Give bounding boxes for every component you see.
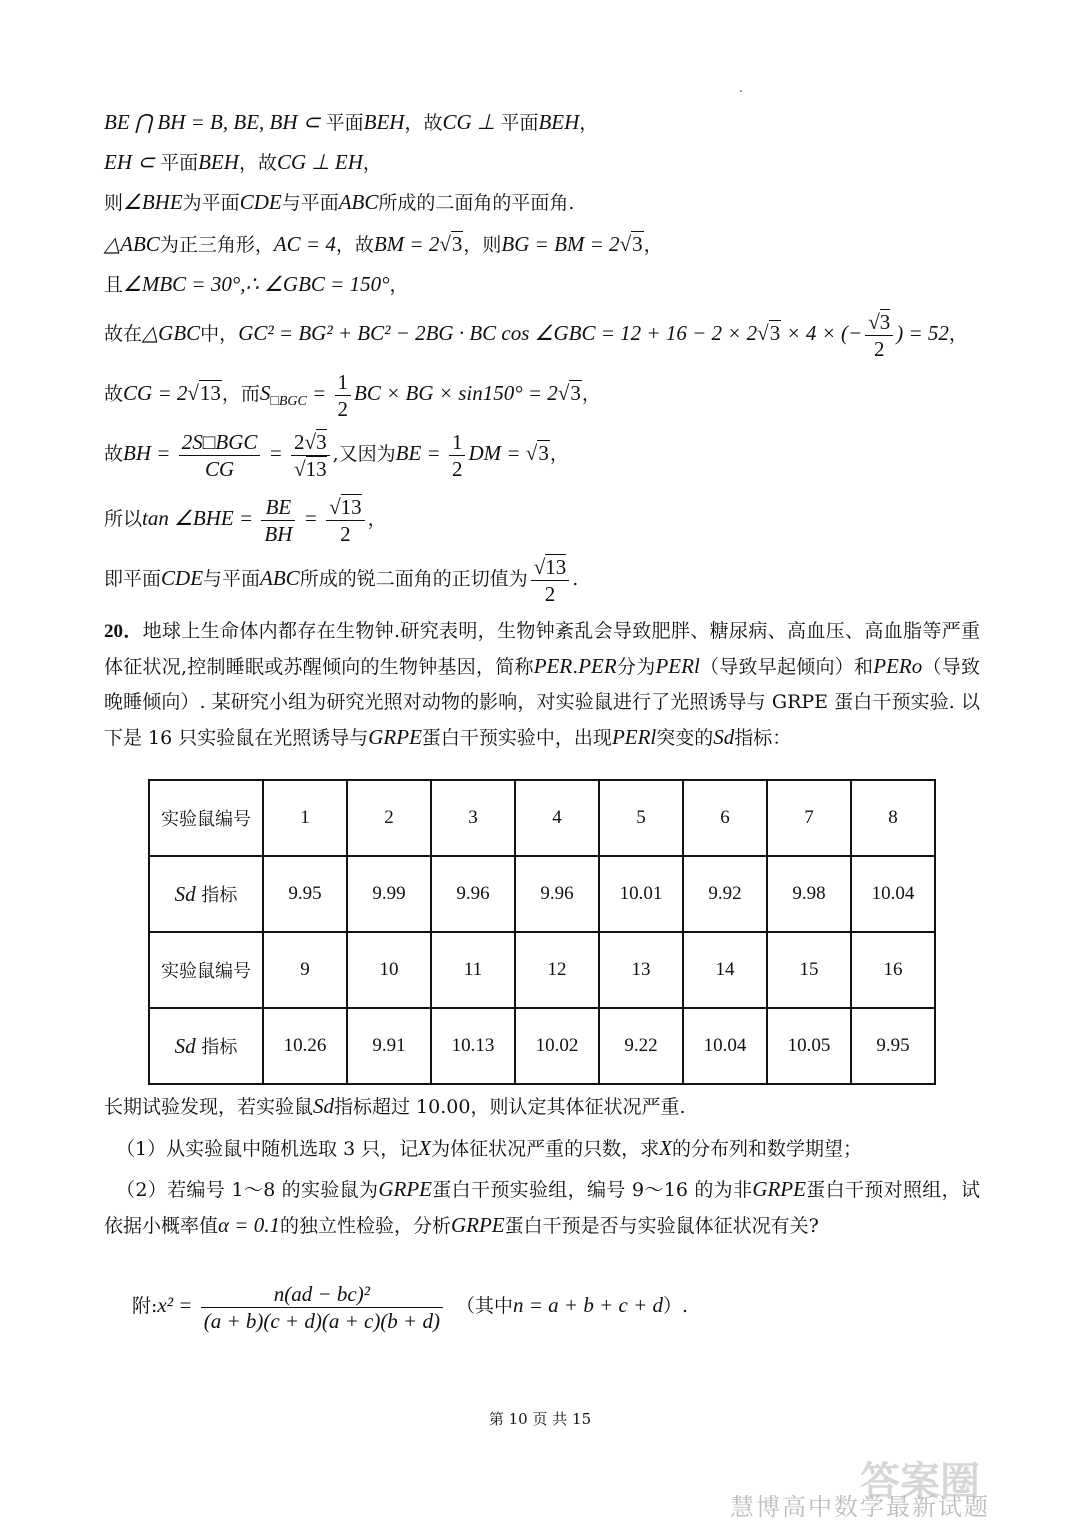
text: 为平面 <box>182 192 240 214</box>
math: DM = <box>468 441 526 465</box>
denominator: 2 <box>340 521 351 546</box>
row-header: 实验鼠编号 <box>149 932 263 1008</box>
text: 突变的 <box>656 727 714 749</box>
radicand: 3 <box>570 381 581 405</box>
math: X <box>418 1136 432 1160</box>
table-cell: 9.96 <box>431 856 515 932</box>
denominator: 2 <box>544 581 556 606</box>
text: ， <box>549 443 569 465</box>
math: CG = 2 <box>123 381 188 405</box>
row-header <box>149 1008 263 1084</box>
table-cell: 1 <box>263 780 347 856</box>
text: 蛋白干预是否与实验鼠体征状况有关? <box>504 1215 819 1237</box>
text: 指标： <box>734 727 792 749</box>
numerator: 1 <box>449 429 466 456</box>
text: （2）若编号 1～8 的实验鼠为 <box>116 1179 379 1201</box>
math: ∠MBC = 30°,∴ ∠GBC = 150° <box>123 272 390 296</box>
math: x² = <box>157 1293 198 1317</box>
math: BEH <box>363 110 405 134</box>
solution-line-10 <box>104 550 578 607</box>
text: 为正三角形， <box>159 234 274 256</box>
problem-number: 20． <box>104 621 143 642</box>
math: BM = 2 <box>373 232 440 256</box>
text: . <box>572 568 579 590</box>
text: 所成的二面角的平面角. <box>378 192 575 214</box>
denominator: 2 <box>873 336 885 361</box>
math: EH ⊂ <box>104 150 161 174</box>
math: PERl <box>655 654 700 678</box>
text: ，故 <box>335 234 374 256</box>
sqrt: √3 <box>757 321 781 345</box>
text: ）. <box>663 1295 689 1317</box>
sqrt: √3 <box>439 232 463 256</box>
text: ，故 <box>238 152 277 174</box>
text: （1）从实验鼠中随机选取 3 只，记 <box>116 1138 419 1160</box>
scan-dot <box>740 90 742 92</box>
numerator: 3 <box>316 429 327 454</box>
coefficient: 2 <box>294 429 305 454</box>
table-cell: 9.91 <box>347 1008 431 1084</box>
math: BE = <box>395 441 446 465</box>
row-header <box>149 856 263 932</box>
text: 则 <box>104 192 124 214</box>
radicand: 3 <box>769 321 781 345</box>
numerator: BE <box>261 494 295 521</box>
math: S <box>259 381 271 405</box>
math: PERl <box>611 725 657 749</box>
text: 附: <box>132 1295 158 1317</box>
math: GRPE <box>752 1177 806 1201</box>
text: ， <box>362 152 382 174</box>
math: ) = 52 <box>896 321 949 345</box>
table-cell: 5 <box>599 780 683 856</box>
problem-20-paragraph <box>104 614 980 756</box>
numerator: n(ad − bc)² <box>201 1281 443 1308</box>
table-cell: 10 <box>347 932 431 1008</box>
denominator: 2 <box>451 456 463 481</box>
page-footer: 第 10 页 共 15 <box>488 1410 592 1428</box>
math: Sd <box>713 725 735 749</box>
text: ，而 <box>221 383 260 405</box>
text: 分为 <box>616 656 656 678</box>
table-cell: 10.02 <box>515 1008 599 1084</box>
text: . <box>572 656 579 678</box>
table-row <box>149 932 935 1008</box>
table-cell: 13 <box>599 932 683 1008</box>
text: 地球上生命体内都存在生物钟.研究表明，生物钟紊乱会导致肥胖、糖尿病、高血压、高血脂等严重体征状况,控制睡眠或苏醒倾向的生物钟基因，简称 <box>104 620 980 678</box>
math: △ABC <box>104 232 160 256</box>
text: ， <box>579 112 599 134</box>
text: 且 <box>104 274 124 296</box>
math: BG = BM = 2 <box>501 232 620 256</box>
table-cell: 2 <box>347 780 431 856</box>
text: ， <box>581 383 601 405</box>
numerator: 13 <box>545 554 567 579</box>
text: 蛋白干预实验组，编号 9～16 的为非 <box>431 1179 753 1201</box>
denominator: 2 <box>337 396 349 421</box>
math: BC × BG × sin150° = 2 <box>354 381 558 405</box>
solution-line-8 <box>104 425 569 482</box>
text: 故 <box>104 443 124 465</box>
math: BEH <box>198 150 239 174</box>
fraction: $\frac{√13}{2}$ <box>326 494 365 547</box>
table-cell: 6 <box>683 780 767 856</box>
text: 平面 <box>160 152 199 174</box>
text: 的分布列和数学期望； <box>671 1138 862 1160</box>
solution-line-6 <box>104 305 968 362</box>
radicand: 3 <box>451 232 463 256</box>
math: AC = 4 <box>273 232 336 256</box>
math: Sd <box>313 1094 335 1118</box>
table-cell: 15 <box>767 932 851 1008</box>
table-cell: 7 <box>767 780 851 856</box>
table-cell: 4 <box>515 780 599 856</box>
math: tan ∠BHE = <box>142 506 259 530</box>
sqrt: √3 <box>525 441 549 465</box>
math: GRPE <box>368 725 422 749</box>
text: 平面 <box>500 112 539 134</box>
math: GRPE <box>378 1177 432 1201</box>
numerator: 3 <box>879 309 891 334</box>
fraction <box>449 429 466 482</box>
radicand: 3 <box>538 441 549 465</box>
solution-line-1 <box>104 108 598 137</box>
table-row <box>149 780 935 856</box>
radicand: 3 <box>632 232 643 256</box>
fraction: $\frac{√3}{2}$ <box>865 309 893 362</box>
math: △GBC <box>142 321 201 345</box>
text: 即平面 <box>104 568 162 590</box>
table-cell: 10.04 <box>683 1008 767 1084</box>
math: GC² = BG² + BC² − 2BG · BC cos ∠GBC = 12 + 16 − 2 × 2 <box>238 321 758 345</box>
math: PER <box>578 654 617 678</box>
fraction <box>261 494 295 547</box>
criterion-line <box>104 1092 686 1121</box>
text: 故在 <box>104 323 143 345</box>
table-cell: 9.95 <box>851 1008 935 1084</box>
text: 指标 <box>195 1037 238 1058</box>
table-cell: 10.01 <box>599 856 683 932</box>
solution-line-5 <box>104 270 409 299</box>
math: = <box>306 381 332 405</box>
numerator: 2S□BGC <box>179 429 261 456</box>
text: 指标超过 10.00，则认定其体征状况严重. <box>334 1096 686 1118</box>
table-cell: 9 <box>263 932 347 1008</box>
table-cell: 16 <box>851 932 935 1008</box>
text: 的独立性检验，分析 <box>279 1215 451 1237</box>
text: 为体征状况严重的只数，求 <box>431 1138 660 1160</box>
sqrt: √3 <box>619 232 643 256</box>
text: 故 <box>104 383 124 405</box>
math: Sd <box>174 882 196 906</box>
math: Sd <box>174 1034 196 1058</box>
math: CG ⊥ EH <box>276 150 363 174</box>
watermark: 慧博高中数学最新试题 <box>730 1493 990 1521</box>
text: 长期试验发现，若实验鼠 <box>104 1096 314 1118</box>
math: BH = <box>123 441 176 465</box>
table-cell: 9.99 <box>347 856 431 932</box>
text: ，则 <box>463 234 502 256</box>
table-cell: 10.04 <box>851 856 935 932</box>
text: 所以 <box>104 508 143 530</box>
math: n = a + b + c + d <box>513 1293 664 1317</box>
text: ， <box>367 508 387 530</box>
table-cell: 9.95 <box>263 856 347 932</box>
solution-line-4 <box>104 230 663 259</box>
math: GRPE <box>450 1213 505 1237</box>
numerator: 1 <box>335 369 352 396</box>
math: BE ⋂ BH = B, BE, BH ⊂ <box>104 110 326 134</box>
text: 蛋白干预对照组，试依据小概率值 <box>104 1179 980 1237</box>
table-cell: 3 <box>431 780 515 856</box>
denominator: (a + b)(c + d)(a + c)(b + d) <box>203 1308 440 1333</box>
text: 与平面 <box>281 192 339 214</box>
solution-line-7 <box>104 365 601 430</box>
text: （其中 <box>455 1295 513 1317</box>
question-2 <box>104 1172 980 1244</box>
table-cell: 12 <box>515 932 599 1008</box>
math: CG ⊥ <box>442 110 501 134</box>
math: ∠BHE <box>123 190 183 214</box>
question-1 <box>116 1134 862 1163</box>
math: = <box>298 506 324 530</box>
appendix-formula <box>132 1274 688 1337</box>
table-row <box>149 856 935 932</box>
fraction <box>201 1281 443 1334</box>
text: 蛋白干预实验中，出现 <box>421 727 612 749</box>
math: CDE <box>239 190 282 214</box>
math: PER <box>533 654 573 678</box>
text: 指标 <box>195 885 238 906</box>
text: ，故 <box>404 112 443 134</box>
subscript: □BGC <box>270 393 307 409</box>
text: 中， <box>200 323 239 345</box>
text: ， <box>948 323 968 345</box>
table-cell: 14 <box>683 932 767 1008</box>
sqrt: √3 <box>557 381 581 405</box>
denominator: CG <box>204 456 235 481</box>
sd-index-table <box>148 779 936 1085</box>
fraction: $\frac{2√3}{√13}$ <box>291 429 330 482</box>
text: ， <box>643 234 663 256</box>
sqrt: √13 <box>187 381 221 405</box>
math: CDE <box>161 566 204 590</box>
table-cell: 9.96 <box>515 856 599 932</box>
radicand: 13 <box>199 381 221 405</box>
table-cell: 10.13 <box>431 1008 515 1084</box>
math: = <box>263 441 289 465</box>
math: α = 0.1 <box>218 1213 280 1237</box>
math: ABC <box>338 190 379 214</box>
table-cell: 9.22 <box>599 1008 683 1084</box>
denominator: BH <box>264 521 293 546</box>
solution-line-3 <box>104 188 574 217</box>
math: ABC <box>260 566 300 590</box>
solution-line-9 <box>104 490 387 547</box>
fraction <box>335 369 352 422</box>
fraction <box>179 429 261 482</box>
math: × 4 × (− <box>781 321 863 345</box>
text: （导致早起倾向）和 <box>699 656 874 678</box>
table-cell: 10.26 <box>263 1008 347 1084</box>
solution-line-2 <box>104 148 382 177</box>
text: 所成的锐二面角的正切值为 <box>299 568 528 590</box>
text: 与平面 <box>203 568 261 590</box>
row-header: 实验鼠编号 <box>149 780 263 856</box>
math: BEH <box>538 110 580 134</box>
watermark-logo: 答案圈 <box>860 1459 980 1505</box>
text: ,又因为 <box>332 443 396 465</box>
denominator: 13 <box>305 456 327 481</box>
table-cell: 10.05 <box>767 1008 851 1084</box>
table-cell: 11 <box>431 932 515 1008</box>
math: PERo <box>873 654 923 678</box>
text: ， <box>389 274 409 296</box>
numerator: 13 <box>340 494 362 519</box>
table-cell: 9.98 <box>767 856 851 932</box>
fraction: $\frac{√13}{2}$ <box>531 554 570 607</box>
text: 平面 <box>325 112 364 134</box>
table-cell: 9.92 <box>683 856 767 932</box>
math: X <box>659 1136 672 1160</box>
table-cell: 8 <box>851 780 935 856</box>
table-row <box>149 1008 935 1084</box>
text: （导致晚睡倾向）. 某研究小组为研究光照对动物的影响，对实验鼠进行了光照诱导与 GRPE 蛋白干预实验. 以下是 16 只实验鼠在光照诱导与 <box>104 656 980 749</box>
